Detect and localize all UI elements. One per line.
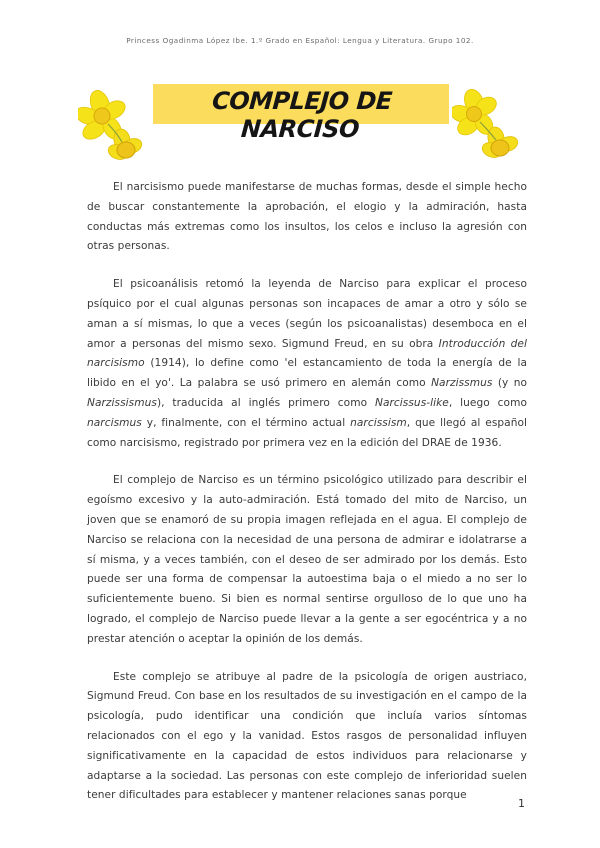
term-narcissism: narcissism <box>350 416 407 429</box>
daffodil-right-icon <box>452 88 524 162</box>
paragraph-2-text: (1914), lo define como 'el estancamiento de toda la energía de la libido en el yo'. La palabra se usó primero en alemán como <box>87 357 527 390</box>
paragraph-3: El complejo de Narciso es un término psicológico utilizado para describir el egoísmo excesivo y la auto-admiración. Está tomado del mito de Narciso, un joven que se enamoró de su propia imagen reflejada en el agua. El complejo de Narciso se relaciona con la necesidad de una persona de admirar e idolatrarse a sí misma, y a veces también, con el deseo de ser admirado por los demás. Esto puede ser una forma de compensar la autoestima baja o el miedo a no ser lo suficientemente bueno. Si bien es normal sentirse orgulloso de lo que uno ha logrado, el complejo de Narciso puede llevar a la gente a ser egocéntrica y a no prestar atención o aceptar la opinión de los demás. <box>87 474 527 645</box>
paragraph-4: Este complejo se atribuye al padre de la psicología de origen austriaco, Sigmund Freud. Con base en los resultados de su investigación en el campo de la psicología, pudo identificar una condición que incluía varios síntomas relacionados con el ego y la vanidad. Estos rasgos de personalidad influyen significativamente en la capacidad de estos individuos para relacionarse y adaptarse a la sociedad. Las personas con este complejo de inferioridad suelen tener dificultades para establecer y mantener relaciones sanas porque <box>87 670 527 802</box>
term-narcismus: narcismus <box>87 416 142 429</box>
paragraph-2-text: El psicoanálisis retomó la leyenda de Narciso para explicar el proceso psíquico por el cual algunas personas son incapaces de amar a otro y sólo se aman a sí mismas, lo que a veces (según los psicoanalistas) desemboca en el amor a personas del mismo sexo. Sigmund Freud, en su obra <box>87 278 527 350</box>
page-header: Princess Ogadinma López Ibe. 1.º Grado en Español: Lengua y Literatura. Grupo 102. <box>126 36 474 45</box>
term-german: Narzissmus <box>431 377 493 390</box>
term-german-alt: Narzissismus <box>87 396 157 409</box>
paragraph-1: El narcisismo puede manifestarse de muchas formas, desde el simple hecho de buscar constantemente la aprobación, el elogio y la admiración, hasta conductas más extremas como los insultos, los celos e incluso la agresión con otras personas. <box>87 181 527 253</box>
paragraph-2-text: (y no <box>492 377 527 390</box>
paragraph-2-text: , que llegó al español como narcisismo, registrado por primera vez en la edición del DRAE de 1936. <box>87 416 527 449</box>
paragraph-2-text: ), traducida al inglés primero como <box>156 396 375 409</box>
paragraph-2 <box>87 275 527 453</box>
daffodil-left-icon <box>78 88 150 162</box>
term-english-early: Narcissus-like <box>375 396 449 409</box>
document-body <box>87 178 527 824</box>
page-number: 1 <box>518 797 525 810</box>
page-title: COMPLEJO DE NARCISO <box>211 87 393 143</box>
book-title: Introducción del narcisismo <box>87 337 527 370</box>
paragraph-2-text: y, finalmente, con el término actual <box>141 416 351 429</box>
paragraph-2-text: , luego como <box>448 396 527 409</box>
